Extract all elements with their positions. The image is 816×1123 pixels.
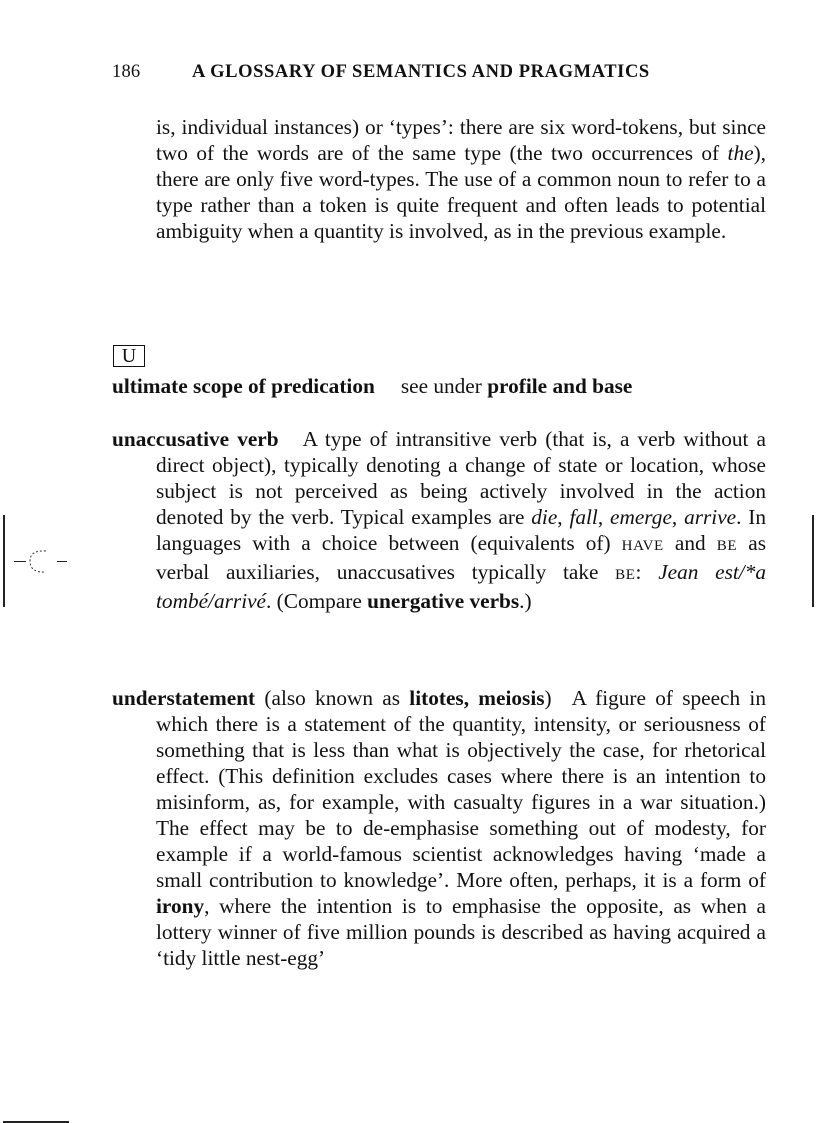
registration-tick [57,561,67,562]
entry-understatement: understatement (also known as litotes, meiosis) A figure of speech in which there is a statement of the quantity, intensity, or seriousness of something that is less than what is objectively the case, for rhetorical effect. (This definition excludes cases where there is an intention to misinform, as, for example, with casualty figures in a war situation.) The effect may be to de-emphasise something out of modesty, for example if a world-famous scientist acknowledges having ‘made a small contribution to knowledge’. More often, perhaps, it is a form of irony, where the intention is to emphasise the opposite, as when a lottery winner of five million pounds is described as having acquired a ‘tidy little nest-egg’ [112,686,766,970]
cross-reference: irony [156,894,205,918]
entry-ultimate-scope: ultimate scope of predication see under profile and base [112,374,633,398]
left-crop-line [3,515,5,607]
running-title: A GLOSSARY OF SEMANTICS AND PRAGMATICS [192,62,650,82]
cross-reference: unergative verbs [367,589,520,613]
registration-tick [14,561,26,562]
small-caps-be: BE [615,567,636,583]
bottom-crop-line [3,1121,69,1123]
right-crop-line [812,515,814,607]
cross-reference: profile and base [487,374,633,398]
small-caps-be: BE [716,538,738,554]
entry-unaccusative-verb: unaccusative verb A type of intransitive verb (that is, a verb without a direct object), typically denoting a change of state or location, whose subject is not perceived as being actively involved in the action denoted by the verb. Typical examples are die, fall, emerge, arrive. In languages with a choice between (equivalents of) HAVE and BE as verbal auxiliaries, unaccusatives typically take BE: Jean est/*a tombé/arrivé. (Compare unergative verbs.) [112,427,766,613]
synonyms: litotes, meiosis [409,686,545,710]
headword: ultimate scope of predication [112,374,375,398]
headword: understatement [112,686,256,710]
registration-mark-icon [26,548,56,576]
french-example: Jean est/*a tombé/arrivé [156,560,766,613]
section-letter: U [113,345,145,367]
italic-word: the [727,141,754,165]
small-caps-have: HAVE [621,538,664,554]
page-number: 186 [112,62,141,82]
running-header [112,62,722,83]
continuation-paragraph: is, individual instances) or ‘types’: there are six word-tokens, but since two of the words are of the same type (the two occurrences of the), there are only five word-types. The use of a common noun to refer to a type rather than a token is quite frequent and often leads to potential ambiguity when a quantity is involved, as in the previous example. [156,115,766,243]
headword: unaccusative verb [112,427,279,451]
